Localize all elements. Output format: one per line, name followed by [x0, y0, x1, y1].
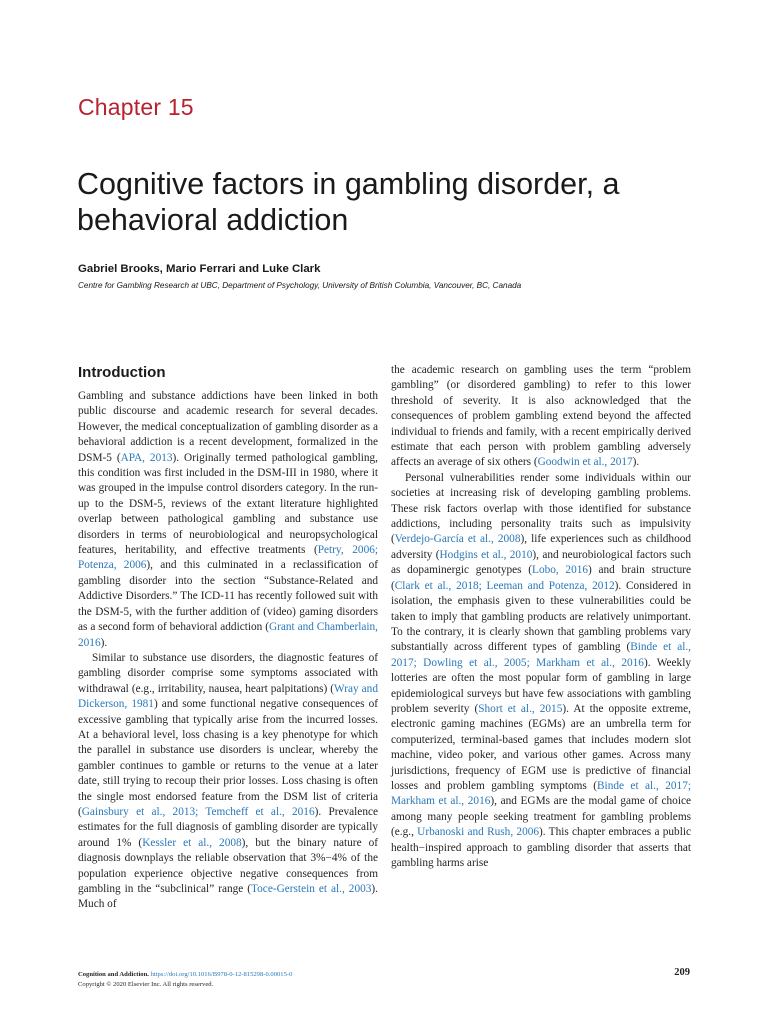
body-text: ). At the opposite extreme, electronic gaming machines (EGMs) are an umbrella term for computerized, terminal-based games that includes modern slot machine, video poker, and various other games. Across many jurisdictions, frequency of EGM use is predictive of financial losses and problem gambling symptoms (: [391, 702, 691, 792]
citation-link[interactable]: APA, 2013: [120, 451, 173, 464]
chapter-title: Cognitive factors in gambling disorder, a behavioral addiction: [77, 167, 620, 237]
citation-link[interactable]: Clark et al., 2018; Leeman and Potenza, 2012: [394, 579, 615, 592]
citation-link[interactable]: Gainsbury et al., 2013; Temcheff et al., 2016: [81, 805, 315, 818]
body-text: ).: [100, 636, 108, 649]
body-paragraph: [391, 363, 691, 471]
citation-link[interactable]: Urbanoski and Rush, 2006: [417, 826, 540, 839]
doi-link[interactable]: https://doi.org/10.1016/B978-0-12-815298-0.00015-0: [150, 971, 293, 978]
citation-link[interactable]: Grant and Chamberlain, 2016: [78, 621, 378, 649]
body-text: Similar to substance use disorders, the diagnostic features of gambling disorder comprise some symptoms associated with withdrawal (e.g., irritability, nausea, heart palpitations) (: [78, 651, 378, 695]
body-text: ), life experiences such as childhood adversity (: [391, 533, 692, 561]
body-text: Gambling and substance addictions have been linked in both public discourse and academic research for several decades. However, the medical conceptualization of gambling disorder as a behavioral addiction is a recent development, formalized in the DSM-5 (: [78, 390, 378, 464]
citation-link[interactable]: Kessler et al., 2008: [142, 836, 242, 849]
body-paragraph: [78, 651, 378, 913]
body-text: Personal vulnerabilities render some individuals within our societies at increasing risk of developing gambling problems. These risk factors overlap with those identified for substance addictions, including personality traits such as impulsivity (: [391, 471, 691, 546]
citation-link[interactable]: Binde et al., 2017; Dowling et al., 2005; Markham et al., 2016: [391, 641, 691, 669]
footer-citation-line: [78, 970, 690, 980]
body-text: ). Originally termed pathological gambling, this condition was first included in the DSM-III in 1980, where it was grouped in the impulse control disorders category. In the run-up to the DSM-5, reviews of the extant literature highlighted overlap between pathological gambling and substance use disorders in terms of neurobiological and neuropsychological features, heritability, and effective treatments (: [78, 451, 378, 557]
citation-link[interactable]: Goodwin et al., 2017: [537, 456, 633, 469]
affiliation: Centre for Gambling Research at UBC, Department of Psychology, University of British Columbia, Vancouver, BC, Canada: [78, 281, 522, 290]
chapter-label: Chapter 15: [78, 94, 194, 120]
copyright-line: Copyright © 2020 Elsevier Inc. All rights reserved.: [78, 981, 214, 988]
page-number: 209: [674, 967, 690, 978]
body-text: ), and neurobiological factors such as dopaminergic genotypes (: [391, 548, 691, 577]
book-title: Cognition and Addiction.: [78, 971, 149, 978]
citation-link[interactable]: Petry, 2006; Potenza, 2006: [78, 544, 378, 572]
left-column: [78, 389, 378, 913]
authors: Gabriel Brooks, Mario Ferrari and Luke Clark: [78, 263, 321, 275]
body-text: ). This chapter embraces a public health−inspired approach to gambling disorder that asserts that gambling harms arise: [391, 826, 691, 869]
citation-link[interactable]: Short et al., 2015: [478, 702, 563, 715]
body-text: ) and brain structure (: [391, 564, 691, 592]
citation-link[interactable]: Lobo, 2016: [532, 564, 589, 577]
body-text: ). Considered in isolation, the emphasis given to these vulnerabilities could be taken to imply that gambling products are relatively unimportant. To the contrary, it is clearly shown that gambling problems vary substantially across different types of gambling (: [391, 579, 691, 654]
body-text: ) and some functional negative consequences of excessive gambling that typically arise from the incurred losses. At a behavioral level, loss chasing is a key phenotype for which the parallel in substance use disorders is unclear, whereby the gambler continues to gamble or returns to the venue at a later date, still trying to recoup their prior losses. Loss chasing is often the single most endorsed feature from the DSM list of criteria (: [78, 698, 379, 818]
citation-link[interactable]: Wray and Dickerson, 1981: [78, 682, 378, 711]
citation-link[interactable]: Verdejo-García et al., 2008: [394, 533, 521, 546]
body-paragraph: [391, 471, 691, 872]
body-text: the academic research on gambling uses the term “problem gambling” (or disordered gambling) to refer to this lower threshold of severity. It is also acknowledged that the consequences of problem gambling extend beyond the affected individual to friends and family, with a recent empirically derived estimate that each person with problem gambling adversely affects an average of six others (: [391, 364, 691, 469]
body-paragraph: [78, 389, 378, 651]
body-text: ). Prevalence estimates for the full diagnosis of gambling disorder are typically around 1% (: [78, 805, 378, 849]
body-text: ), but the binary nature of diagnosis downplays the reliable observation that 3%−4% of the population experience objective negative consequences from gambling in the “subclinical” range (: [78, 836, 378, 895]
body-text: ). Weekly lotteries are often the most popular form of gambling in large epidemiological surveys but have few associations with gambling problem severity (: [391, 656, 691, 715]
body-text: ). Much of: [78, 883, 378, 911]
citation-link[interactable]: Binde et al., 2017; Markham et al., 2016: [391, 779, 691, 808]
page-footer: [78, 970, 690, 990]
citation-link[interactable]: Hodgins et al., 2010: [439, 548, 533, 561]
right-column: [391, 363, 691, 871]
body-text: ), and this culminated in a reclassification of gambling disorder into the section “Substance-Related and Addictive Disorders.” The ICD-11 has recently followed suit with the DSM-5, with the further addition of (video) gaming disorders as a second form of behavioral addiction (: [78, 559, 378, 634]
body-text: ).: [632, 456, 640, 469]
body-text: ), and EGMs are the modal game of choice among many people seeking treatment for gambling problems (e.g.,: [391, 795, 692, 839]
section-heading-introduction: Introduction: [78, 364, 166, 381]
citation-link[interactable]: Toce-Gerstein et al., 2003: [251, 883, 372, 895]
